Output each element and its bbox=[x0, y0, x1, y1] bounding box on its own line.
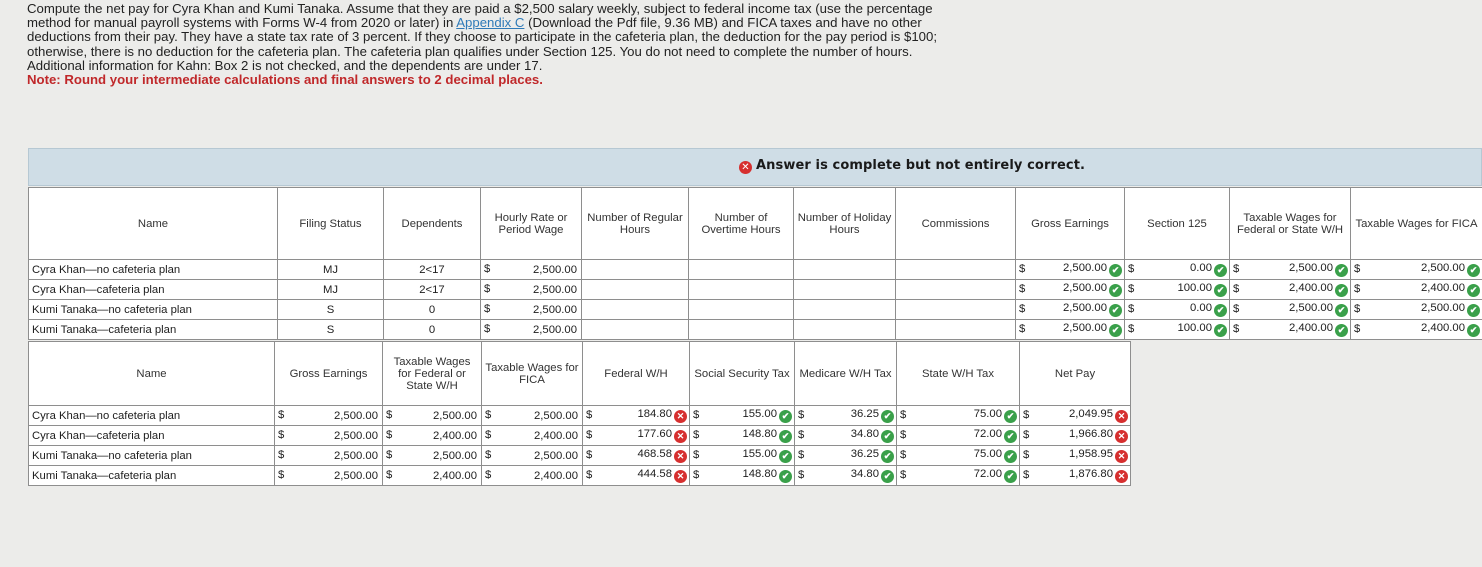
header-name: Name bbox=[29, 342, 275, 406]
table-header-row bbox=[29, 342, 1131, 406]
overtime-hours-cell[interactable] bbox=[689, 280, 794, 300]
commissions-cell[interactable] bbox=[896, 300, 1016, 320]
header-taxable-fed: Taxable Wages for Federal or State W/H bbox=[383, 342, 482, 406]
taxable-fica-cell[interactable]: $ 2,400.00 ✔ bbox=[1351, 320, 1482, 340]
x-icon: ✕ bbox=[1115, 450, 1128, 463]
row-name: Cyra Khan—no cafeteria plan bbox=[29, 260, 278, 280]
result-banner bbox=[28, 148, 1482, 186]
net-pay-cell[interactable]: $ 2,049.95 ✕ bbox=[1020, 406, 1131, 426]
check-icon: ✔ bbox=[779, 470, 792, 483]
dependents-cell[interactable]: 2<17 bbox=[384, 280, 481, 300]
medicare-cell[interactable]: $ 36.25 ✔ bbox=[795, 406, 897, 426]
x-icon: ✕ bbox=[674, 470, 687, 483]
taxable-fed-cell[interactable]: $ 2,500.00 ✔ bbox=[1230, 260, 1351, 280]
taxable-fica-cell[interactable]: $ 2,500.00 ✔ bbox=[1351, 300, 1482, 320]
header-social-security: Social Security Tax bbox=[690, 342, 795, 406]
regular-hours-cell[interactable] bbox=[582, 260, 689, 280]
section125-cell[interactable]: $ 100.00 ✔ bbox=[1125, 280, 1230, 300]
check-icon: ✔ bbox=[1335, 264, 1348, 277]
check-icon: ✔ bbox=[1467, 304, 1480, 317]
commissions-cell[interactable] bbox=[896, 320, 1016, 340]
medicare-cell[interactable]: $ 36.25 ✔ bbox=[795, 446, 897, 466]
gross-cell[interactable]: $ 2,500.00 ✔ bbox=[1016, 280, 1125, 300]
header-name: Name bbox=[29, 188, 278, 260]
header-filing-status: Filing Status bbox=[278, 188, 384, 260]
check-icon: ✔ bbox=[1004, 450, 1017, 463]
overtime-hours-cell[interactable] bbox=[689, 320, 794, 340]
x-icon: ✕ bbox=[674, 430, 687, 443]
state-wh-cell[interactable]: $ 75.00 ✔ bbox=[897, 406, 1020, 426]
gross-cell[interactable]: $ 2,500.00 bbox=[275, 406, 383, 426]
row-name: Kumi Tanaka—no cafeteria plan bbox=[29, 300, 278, 320]
payroll-deductions-table bbox=[28, 341, 1131, 486]
federal-wh-cell[interactable]: $ 468.58 ✕ bbox=[583, 446, 690, 466]
x-icon: ✕ bbox=[674, 450, 687, 463]
check-icon: ✔ bbox=[1467, 284, 1480, 297]
check-icon: ✔ bbox=[1004, 430, 1017, 443]
taxable-fed-cell[interactable]: $ 2,400.00 bbox=[383, 426, 482, 446]
medicare-cell[interactable]: $ 34.80 ✔ bbox=[795, 426, 897, 446]
banner-text: Answer is complete but not entirely correct. bbox=[756, 158, 1086, 173]
state-wh-cell[interactable]: $ 72.00 ✔ bbox=[897, 426, 1020, 446]
header-gross: Gross Earnings bbox=[275, 342, 383, 406]
check-icon: ✔ bbox=[1004, 410, 1017, 423]
gross-cell[interactable]: $ 2,500.00 ✔ bbox=[1016, 300, 1125, 320]
row-name: Kumi Tanaka—cafeteria plan bbox=[29, 466, 275, 486]
appendix-c-link[interactable]: Appendix C bbox=[456, 15, 525, 31]
gross-cell[interactable]: $ 2,500.00 ✔ bbox=[1016, 260, 1125, 280]
rounding-note: Note: Round your intermediate calculations and final answers to 2 decimal places. bbox=[27, 72, 543, 88]
header-net-pay: Net Pay bbox=[1020, 342, 1131, 406]
check-icon: ✔ bbox=[1109, 304, 1122, 317]
check-icon: ✔ bbox=[881, 470, 894, 483]
overtime-hours-cell[interactable] bbox=[689, 300, 794, 320]
holiday-hours-cell[interactable] bbox=[794, 280, 896, 300]
header-taxable-fed: Taxable Wages for Federal or State W/H bbox=[1230, 188, 1351, 260]
incorrect-icon: ✕ bbox=[739, 161, 752, 174]
header-section125: Section 125 bbox=[1125, 188, 1230, 260]
payroll-input-table bbox=[28, 187, 1482, 340]
check-icon: ✔ bbox=[1004, 470, 1017, 483]
filing-status-cell[interactable]: S bbox=[278, 300, 384, 320]
rate-cell[interactable]: $ 2,500.00 bbox=[481, 300, 582, 320]
header-taxable-fica: Taxable Wages for FICA bbox=[1351, 188, 1482, 260]
taxable-fed-cell[interactable]: $ 2,500.00 bbox=[383, 406, 482, 426]
social-security-cell[interactable]: $ 155.00 ✔ bbox=[690, 406, 795, 426]
problem-statement bbox=[27, 2, 952, 87]
table-row bbox=[29, 406, 1131, 426]
check-icon: ✔ bbox=[779, 450, 792, 463]
check-icon: ✔ bbox=[1214, 324, 1227, 337]
check-icon: ✔ bbox=[1109, 284, 1122, 297]
row-name: Cyra Khan—cafeteria plan bbox=[29, 426, 275, 446]
taxable-fica-cell[interactable]: $ 2,500.00 bbox=[482, 446, 583, 466]
gross-cell[interactable]: $ 2,500.00 ✔ bbox=[1016, 320, 1125, 340]
taxable-fica-cell[interactable]: $ 2,500.00 ✔ bbox=[1351, 260, 1482, 280]
table-header-row bbox=[29, 188, 1482, 260]
header-federal-wh: Federal W/H bbox=[583, 342, 690, 406]
rate-cell[interactable]: $ 2,500.00 bbox=[481, 260, 582, 280]
net-pay-cell[interactable]: $ 1,876.80 ✕ bbox=[1020, 466, 1131, 486]
taxable-fica-cell[interactable]: $ 2,400.00 bbox=[482, 426, 583, 446]
header-regular-hours: Number of Regular Hours bbox=[582, 188, 689, 260]
filing-status-cell[interactable]: MJ bbox=[278, 280, 384, 300]
check-icon: ✔ bbox=[881, 450, 894, 463]
holiday-hours-cell[interactable] bbox=[794, 260, 896, 280]
header-taxable-fica: Taxable Wages for FICA bbox=[482, 342, 583, 406]
rate-cell[interactable]: $ 2,500.00 bbox=[481, 320, 582, 340]
federal-wh-cell[interactable]: $ 184.80 ✕ bbox=[583, 406, 690, 426]
check-icon: ✔ bbox=[779, 430, 792, 443]
section125-cell[interactable]: $ 0.00 ✔ bbox=[1125, 300, 1230, 320]
prompt-text-2: (Download the Pdf file, 9.36 MB) and FICA taxes and have no other deductions from their pay. They have a state tax rate of 3 percent. If they choose to participate in the cafeteria plan, the deduction for the pay period is $100; otherwise, there is no deduction for the cafeteria plan. The cafeteria plan qualifies under Section 125. You do not need to complete the number of hours. Additional information for Kahn: Box 2 is not checked, and the dependents are under 17. bbox=[27, 15, 938, 73]
net-pay-cell[interactable]: $ 1,966.80 ✕ bbox=[1020, 426, 1131, 446]
holiday-hours-cell[interactable] bbox=[794, 320, 896, 340]
gross-cell[interactable]: $ 2,500.00 bbox=[275, 446, 383, 466]
check-icon: ✔ bbox=[881, 430, 894, 443]
header-holiday-hours: Number of Holiday Hours bbox=[794, 188, 896, 260]
section125-cell[interactable]: $ 0.00 ✔ bbox=[1125, 260, 1230, 280]
header-dependents: Dependents bbox=[384, 188, 481, 260]
commissions-cell[interactable] bbox=[896, 260, 1016, 280]
dependents-cell[interactable]: 0 bbox=[384, 320, 481, 340]
row-name: Kumi Tanaka—no cafeteria plan bbox=[29, 446, 275, 466]
x-icon: ✕ bbox=[1115, 470, 1128, 483]
banner-message bbox=[739, 158, 1085, 174]
x-icon: ✕ bbox=[1115, 430, 1128, 443]
regular-hours-cell[interactable] bbox=[582, 280, 689, 300]
header-commissions: Commissions bbox=[896, 188, 1016, 260]
check-icon: ✔ bbox=[1214, 284, 1227, 297]
check-icon: ✔ bbox=[1467, 324, 1480, 337]
header-overtime-hours: Number of Overtime Hours bbox=[689, 188, 794, 260]
table-row bbox=[29, 280, 1482, 300]
table-row bbox=[29, 320, 1482, 340]
prompt-text-1: Compute the net pay for Cyra Khan and Kumi Tanaka. Assume that they are paid a $2,500 salary weekly, subject to federal income tax (use the percentage method for manual payroll systems with Forms W-4 from 2020 or later) in bbox=[27, 1, 933, 31]
taxable-fica-cell[interactable]: $ 2,400.00 ✔ bbox=[1351, 280, 1482, 300]
taxable-fed-cell[interactable]: $ 2,500.00 bbox=[383, 446, 482, 466]
net-pay-cell[interactable]: $ 1,958.95 ✕ bbox=[1020, 446, 1131, 466]
taxable-fed-cell[interactable]: $ 2,400.00 bbox=[383, 466, 482, 486]
regular-hours-cell[interactable] bbox=[582, 300, 689, 320]
gross-cell[interactable]: $ 2,500.00 bbox=[275, 426, 383, 446]
social-security-cell[interactable]: $ 155.00 ✔ bbox=[690, 446, 795, 466]
header-gross: Gross Earnings bbox=[1016, 188, 1125, 260]
commissions-cell[interactable] bbox=[896, 280, 1016, 300]
x-icon: ✕ bbox=[1115, 410, 1128, 423]
state-wh-cell[interactable]: $ 72.00 ✔ bbox=[897, 466, 1020, 486]
row-name: Cyra Khan—no cafeteria plan bbox=[29, 406, 275, 426]
table-row bbox=[29, 260, 1482, 280]
filing-status-cell[interactable]: MJ bbox=[278, 260, 384, 280]
state-wh-cell[interactable]: $ 75.00 ✔ bbox=[897, 446, 1020, 466]
header-rate: Hourly Rate or Period Wage bbox=[481, 188, 582, 260]
check-icon: ✔ bbox=[881, 410, 894, 423]
check-icon: ✔ bbox=[1109, 324, 1122, 337]
section125-cell[interactable]: $ 100.00 ✔ bbox=[1125, 320, 1230, 340]
taxable-fed-cell[interactable]: $ 2,500.00 ✔ bbox=[1230, 300, 1351, 320]
federal-wh-cell[interactable]: $ 444.58 ✕ bbox=[583, 466, 690, 486]
check-icon: ✔ bbox=[1109, 264, 1122, 277]
taxable-fed-cell[interactable]: $ 2,400.00 ✔ bbox=[1230, 320, 1351, 340]
header-medicare: Medicare W/H Tax bbox=[795, 342, 897, 406]
holiday-hours-cell[interactable] bbox=[794, 300, 896, 320]
filing-status-cell[interactable]: S bbox=[278, 320, 384, 340]
check-icon: ✔ bbox=[1335, 284, 1348, 297]
row-name: Cyra Khan—cafeteria plan bbox=[29, 280, 278, 300]
dependents-cell[interactable]: 0 bbox=[384, 300, 481, 320]
row-name: Kumi Tanaka—cafeteria plan bbox=[29, 320, 278, 340]
gross-cell[interactable]: $ 2,500.00 bbox=[275, 466, 383, 486]
medicare-cell[interactable]: $ 34.80 ✔ bbox=[795, 466, 897, 486]
taxable-fica-cell[interactable]: $ 2,500.00 bbox=[482, 406, 583, 426]
check-icon: ✔ bbox=[779, 410, 792, 423]
social-security-cell[interactable]: $ 148.80 ✔ bbox=[690, 466, 795, 486]
table-row bbox=[29, 426, 1131, 446]
check-icon: ✔ bbox=[1335, 324, 1348, 337]
table-row bbox=[29, 446, 1131, 466]
rate-cell[interactable]: $ 2,500.00 bbox=[481, 280, 582, 300]
social-security-cell[interactable]: $ 148.80 ✔ bbox=[690, 426, 795, 446]
check-icon: ✔ bbox=[1335, 304, 1348, 317]
federal-wh-cell[interactable]: $ 177.60 ✕ bbox=[583, 426, 690, 446]
check-icon: ✔ bbox=[1467, 264, 1480, 277]
table-row bbox=[29, 466, 1131, 486]
regular-hours-cell[interactable] bbox=[582, 320, 689, 340]
taxable-fed-cell[interactable]: $ 2,400.00 ✔ bbox=[1230, 280, 1351, 300]
dependents-cell[interactable]: 2<17 bbox=[384, 260, 481, 280]
overtime-hours-cell[interactable] bbox=[689, 260, 794, 280]
check-icon: ✔ bbox=[1214, 264, 1227, 277]
taxable-fica-cell[interactable]: $ 2,400.00 bbox=[482, 466, 583, 486]
check-icon: ✔ bbox=[1214, 304, 1227, 317]
x-icon: ✕ bbox=[674, 410, 687, 423]
header-state-wh: State W/H Tax bbox=[897, 342, 1020, 406]
table-row bbox=[29, 300, 1482, 320]
